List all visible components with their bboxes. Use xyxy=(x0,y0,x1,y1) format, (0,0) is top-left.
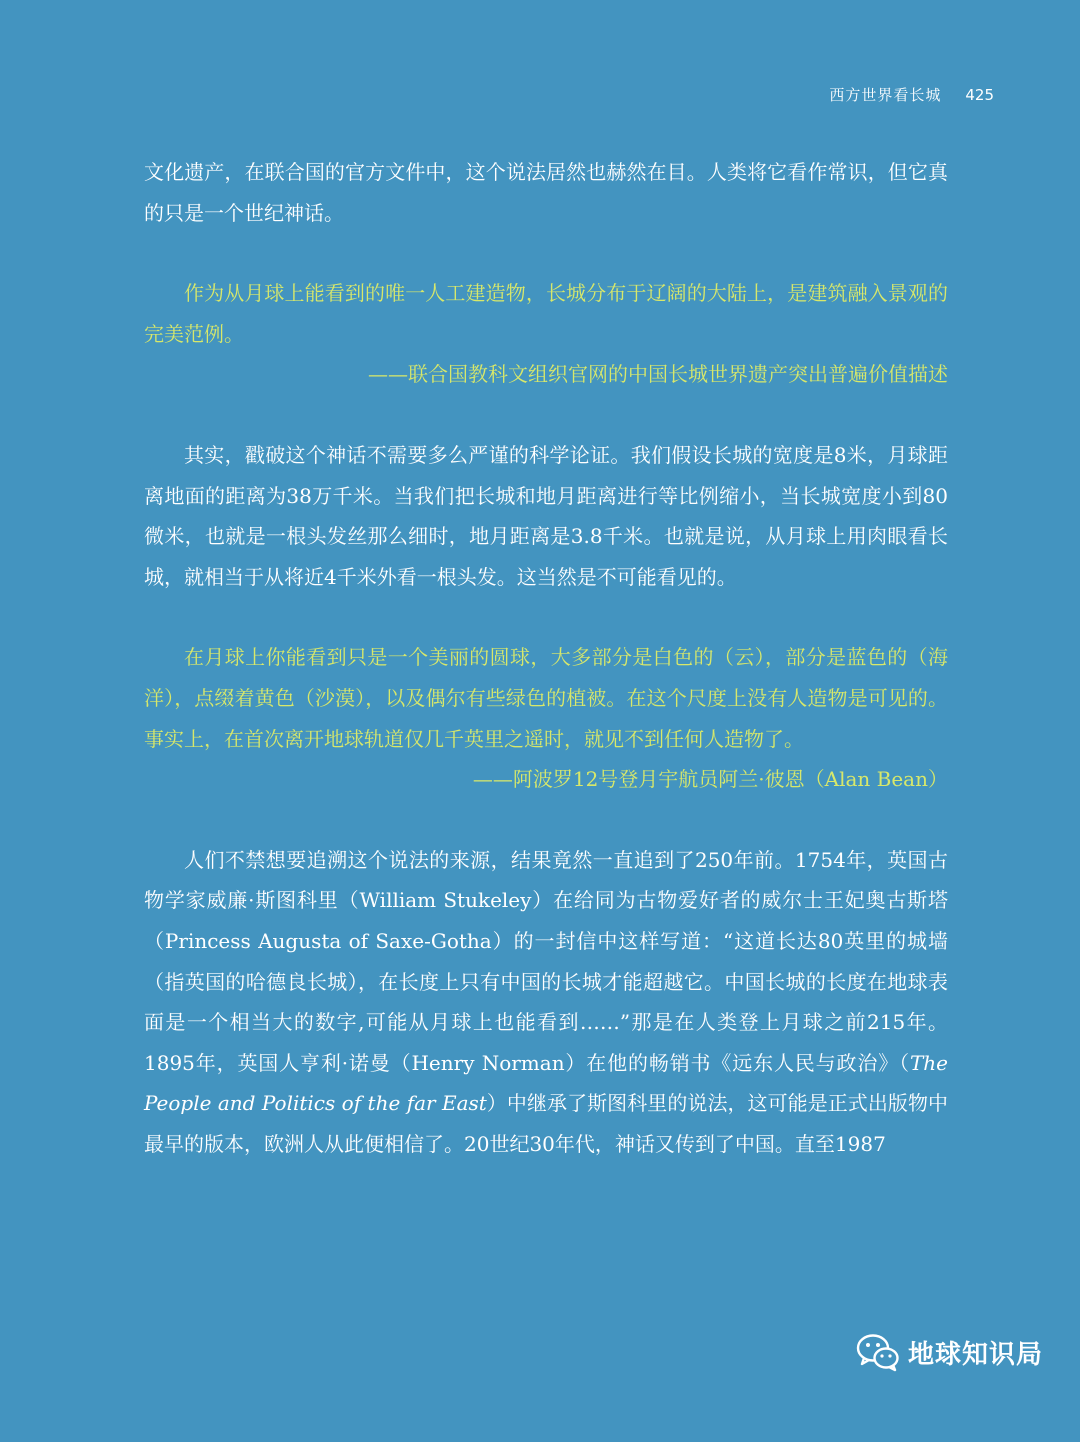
paragraph-3 xyxy=(144,840,948,1165)
spacer xyxy=(144,233,948,273)
spacer xyxy=(144,395,948,435)
wechat-icon xyxy=(856,1332,900,1372)
spacer xyxy=(144,800,948,840)
quote-unesco-attribution: ——联合国教科文组织官网的中国长城世界遗产突出普遍价值描述 xyxy=(368,362,948,387)
spacer xyxy=(144,597,948,637)
page-number: 425 xyxy=(965,86,994,104)
quote-unesco: 作为从月球上能看到的唯一人工建造物，长城分布于辽阔的大陆上，是建筑融入景观的完美范例。 xyxy=(144,281,948,346)
paragraph-3-text-b: ）中继承了斯图科里的说法，这可能是正式出版物中最早的版本，欧洲人从此便相信了。20世纪30年代，神话又传到了中国。直至1987 xyxy=(144,1091,949,1156)
paragraph-3-text-a: 人们不禁想要追溯这个说法的来源，结果竟然一直追到了250年前。1754年，英国古物学家威廉·斯图科里（William Stukeley）在给同为古物爱好者的威尔士王妃奥古斯塔（Princess Augusta of Saxe-Gotha）的一封信中这样写道：“这道长达80英里的城墙（指英国的哈德良长城），在长度上只有中国的长城才能超越它。中国长城的长度在地球表面是一个相当大的数字,可能从月球上也能看到……”那是在人类登上月球之前215年。1895年，英国人亨利·诺曼（Henry Norman）在他的畅销书《远东人民与政治》（ xyxy=(144,847,948,1075)
quote-alan-bean: 在月球上你能看到只是一个美丽的圆球，大多部分是白色的（云），部分是蓝色的（海洋），点缀着黄色（沙漠），以及偶尔有些绿色的植被。在这个尺度上没有人造物是可见的。事实上，在首次离开地球轨道仅几千英里之遥时，就见不到任何人造物了。 xyxy=(144,645,948,751)
section-title: 西方世界看长城 xyxy=(829,86,942,104)
watermark-label: 地球知识局 xyxy=(908,1339,1044,1370)
page-content xyxy=(144,152,948,1164)
running-header xyxy=(829,84,994,105)
paragraph-2: 其实，戳破这个神话不需要多么严谨的科学论证。我们假设长城的宽度是8米，月球距离地面的距离为38万千米。当我们把长城和地月距离进行等比例缩小，当长城宽度小到80微米，也就是一根头发丝那么细时，地月距离是3.8千米。也就是说，从月球上用肉眼看长城，就相当于从将近4千米外看一根头发。这当然是不可能看见的。 xyxy=(144,442,948,589)
watermark xyxy=(856,1332,1043,1372)
quote-alan-bean-attribution: ——阿波罗12号登月宇航员阿兰·彼恩（Alan Bean） xyxy=(472,767,948,792)
paragraph-1: 文化遗产，在联合国的官方文件中，这个说法居然也赫然在目。人类将它看作常识，但它真的只是一个世纪神话。 xyxy=(144,160,948,225)
book-title: The People and Politics of the far East xyxy=(144,1050,948,1116)
